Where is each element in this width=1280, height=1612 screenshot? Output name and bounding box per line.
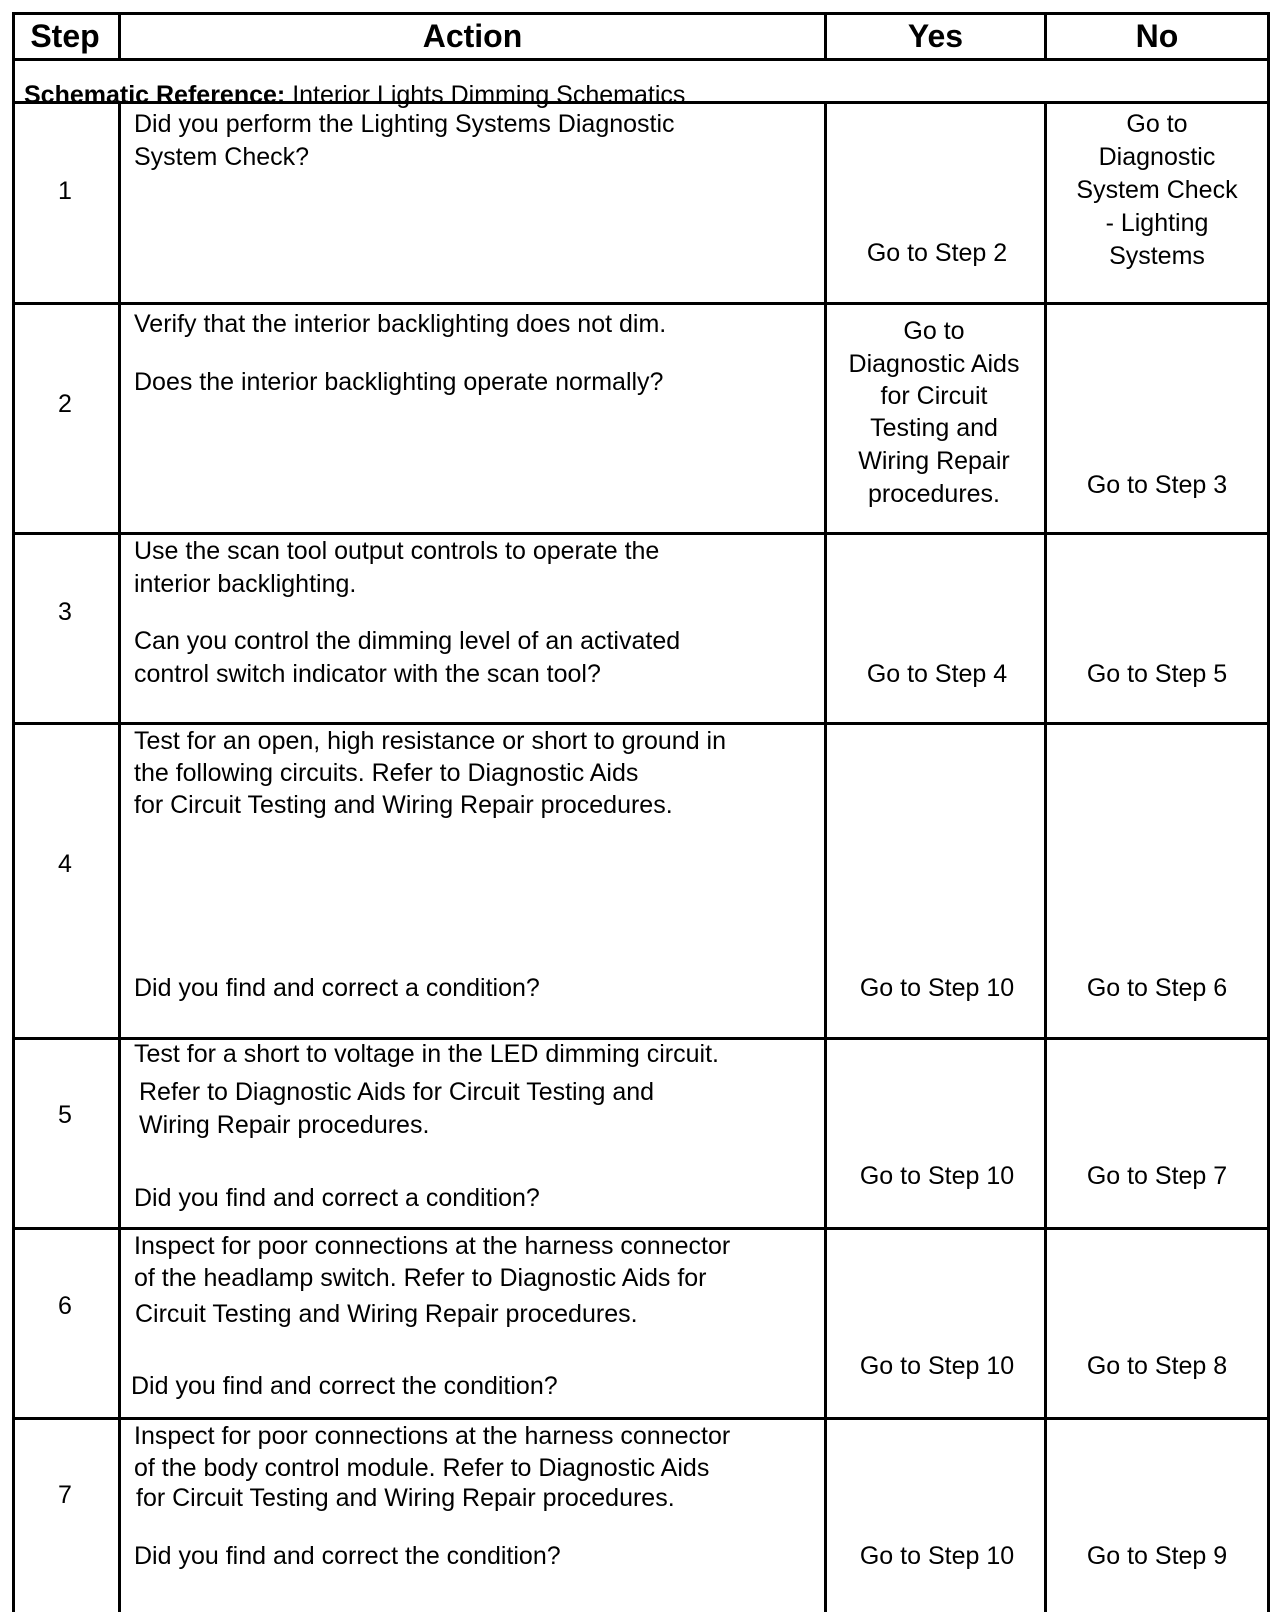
action-line: of the headlamp switch. Refer to Diagnostic Aids for	[134, 1264, 707, 1292]
action-line: Refer to Diagnostic Aids for Circuit Testing and	[139, 1078, 655, 1106]
yes-result: procedures.	[867, 480, 1001, 508]
no-result: System Check	[1076, 176, 1238, 204]
action-line: Did you find and correct the condition?	[134, 1542, 561, 1570]
yes-result: Wiring Repair	[858, 447, 1010, 475]
action-line: Does the interior backlighting operate normally?	[134, 368, 664, 396]
action-line: Test for a short to voltage in the LED dimming circuit.	[134, 1040, 719, 1068]
yes-result: Go to Step 10	[859, 974, 1015, 1002]
rule	[1267, 12, 1270, 1612]
action-line: control switch indicator with the scan tool?	[134, 660, 601, 688]
no-result: Diagnostic	[1098, 143, 1216, 171]
header-yes: Yes	[907, 18, 964, 54]
action-line: Can you control the dimming level of an activated	[134, 627, 681, 655]
schematic-reference	[24, 80, 685, 110]
no-result: Go to Step 3	[1086, 471, 1228, 499]
step-number: 5	[58, 1101, 72, 1129]
schematic-reference-label: Schematic Reference:	[24, 81, 286, 109]
no-result: Go to Step 8	[1086, 1352, 1228, 1380]
action-line: of the body control module. Refer to Diagnostic Aids	[134, 1454, 710, 1482]
rule	[118, 101, 121, 1612]
no-result: Go to	[1126, 110, 1188, 138]
step-number: 1	[58, 177, 72, 205]
no-result: Go to Step 6	[1086, 974, 1228, 1002]
rule	[12, 302, 1270, 305]
step-number: 2	[58, 390, 72, 418]
action-line: System Check?	[134, 143, 310, 171]
action-line: interior backlighting.	[134, 570, 357, 598]
action-line: Did you find and correct a condition?	[134, 974, 540, 1002]
yes-result: for Circuit	[880, 382, 988, 410]
rule	[12, 12, 15, 1612]
action-line: Test for an open, high resistance or short to ground in	[134, 727, 727, 755]
yes-result: Go to Step 10	[859, 1352, 1015, 1380]
header-action: Action	[422, 18, 523, 54]
yes-result: Testing and	[870, 414, 998, 442]
action-line: Verify that the interior backlighting does not dim.	[134, 310, 667, 338]
action-line: for Circuit Testing and Wiring Repair procedures.	[136, 1484, 675, 1512]
no-result: - Lighting	[1105, 209, 1209, 237]
action-line: Wiring Repair procedures.	[139, 1111, 430, 1139]
header-step: Step	[30, 18, 100, 54]
yes-result: Go to Step 10	[859, 1162, 1015, 1190]
header-no: No	[1135, 18, 1179, 54]
action-line: Inspect for poor connections at the harness connector	[134, 1422, 731, 1450]
yes-result: Go to Step 4	[866, 660, 1008, 688]
schematic-reference-value: Interior Lights Dimming Schematics	[292, 81, 686, 109]
rule	[1044, 101, 1047, 1612]
yes-result: Diagnostic Aids	[848, 350, 1020, 378]
no-result: Go to Step 5	[1086, 660, 1228, 688]
action-line: Did you find and correct the condition?	[131, 1372, 558, 1400]
yes-result: Go to Step 2	[866, 239, 1008, 267]
action-line: Did you find and correct a condition?	[134, 1184, 540, 1212]
diagnostic-table	[12, 12, 1270, 1612]
no-result: Go to Step 7	[1086, 1162, 1228, 1190]
step-number: 4	[58, 850, 72, 878]
yes-result: Go to Step 10	[859, 1542, 1015, 1570]
no-result: Go to Step 9	[1086, 1542, 1228, 1570]
step-number: 7	[58, 1481, 72, 1509]
step-number: 3	[58, 598, 72, 626]
action-line: Circuit Testing and Wiring Repair procedures.	[135, 1300, 638, 1328]
no-result: Systems	[1109, 242, 1205, 270]
action-line: Inspect for poor connections at the harness connector	[134, 1232, 731, 1260]
action-line: the following circuits. Refer to Diagnostic Aids	[134, 759, 639, 787]
action-line: for Circuit Testing and Wiring Repair procedures.	[134, 791, 673, 819]
yes-result: Go to	[903, 317, 965, 345]
step-number: 6	[58, 1292, 72, 1320]
action-line: Did you perform the Lighting Systems Diagnostic	[134, 110, 675, 138]
action-line: Use the scan tool output controls to operate the	[134, 537, 660, 565]
